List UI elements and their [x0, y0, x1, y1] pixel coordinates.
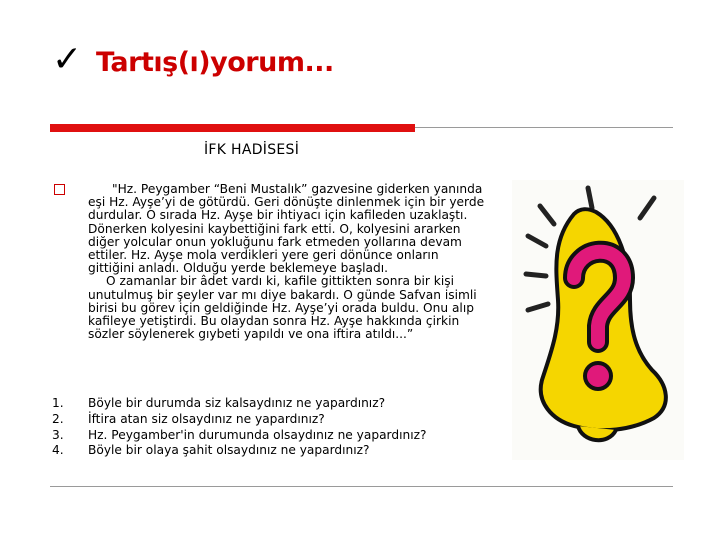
sparkle-line: [528, 304, 548, 310]
question-mark-bell-illustration: [512, 180, 684, 460]
question-text: Hz. Peygamber'in durumunda olsaydınız ne yapardınız?: [88, 427, 427, 442]
question-item: [52, 412, 426, 428]
bottom-divider-line: [50, 486, 673, 487]
slide-title: Tartış(ı)yorum...: [96, 47, 334, 78]
title-accent-rule: [50, 124, 415, 132]
sparkle-line: [526, 274, 546, 276]
slide-subtitle: İFK HADİSESİ: [204, 142, 300, 158]
question-item: [52, 443, 426, 459]
question-mark-dot: [585, 363, 611, 389]
question-mark-bell-icon: [512, 180, 684, 460]
sparkle-line: [540, 206, 554, 224]
sparkle-line: [640, 198, 654, 218]
title-divider-line: [415, 127, 673, 128]
question-item: [52, 428, 426, 444]
question-text: İftira atan siz olsaydınız ne yapardınız?: [88, 411, 325, 426]
question-number: 1.: [52, 396, 64, 410]
question-number: 4.: [52, 443, 64, 458]
story-paragraph-1: "Hz. Peygamber “Beni Mustalık” gazvesine giderken yanında eşi Hz. Ayşe’yi de götürdü. Geri dönüşte dinlenmek için bir yerde durdular. O sırada Hz. Ayşe bir ihtiyacı için kafileden uzaklaştı. Dönerken kolyesini kaybettiğini fark etti. O, kolyesini ararken diğer yolcular onun yokluğunu fark etmeden yollarına devam ettiler. Hz. Ayşe mola verdikleri yere geri dönünce onların gittiğini anladı. Olduğu yerde beklemeye başladı.: [88, 182, 485, 276]
question-number: 2.: [52, 411, 64, 426]
checkmark-icon: ✓: [52, 39, 83, 80]
story-paragraph-2: O zamanlar bir âdet vardı ki, kafile gittikten sonra bir kişi unutulmuş bir şeyler var mı diye bakardı. O günde Safvan isimli birisi bu görev için geldiğinde Hz. Ayşe’yi orada buldu. Onu alıp kafileye yetiştirdi. Bu olaydan sonra Hz. Ayşe hakkında çirkin sözler söylenerek gıybeti yapıldı ve ona iftira atıldı...”: [88, 274, 477, 342]
question-list: [52, 396, 426, 459]
sparkle-line: [588, 188, 592, 208]
sparkle-line: [528, 236, 546, 246]
square-bullet-icon: [54, 184, 65, 195]
question-item: [52, 396, 426, 412]
question-text: Böyle bir durumda siz kalsaydınız ne yapardınız?: [88, 396, 386, 410]
story-text: [88, 183, 486, 341]
question-text: Böyle bir olaya şahit olsaydınız ne yapardınız?: [88, 443, 370, 458]
question-number: 3.: [52, 427, 64, 442]
